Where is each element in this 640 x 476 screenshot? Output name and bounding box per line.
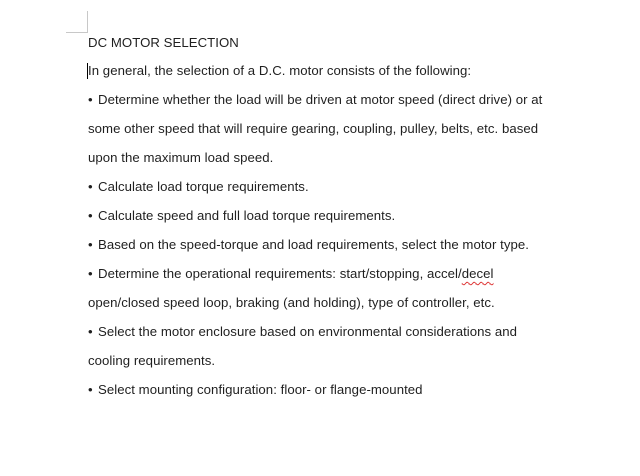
bullet-item-enclosure bbox=[88, 320, 608, 349]
paragraph-continuation-line bbox=[88, 146, 608, 175]
document-body[interactable] bbox=[88, 31, 608, 407]
misspelled-word[interactable]: decel bbox=[461, 266, 494, 281]
bullet-item-mounting bbox=[88, 378, 608, 407]
line-text: Determine the operational requirements: start/stopping, accel/ bbox=[98, 266, 462, 281]
page-margin-corner-mark bbox=[66, 11, 88, 33]
line-text: Select the motor enclosure based on environmental considerations and bbox=[98, 324, 518, 339]
bullet-glyph: • bbox=[88, 382, 93, 397]
bullet-item-drive-type bbox=[88, 88, 608, 117]
paragraph-continuation-line bbox=[88, 349, 608, 378]
bullet-glyph: • bbox=[88, 92, 93, 107]
bullet-glyph: • bbox=[88, 237, 93, 252]
line-text: Based on the speed-torque and load requirements, select the motor type. bbox=[98, 237, 529, 252]
line-text: Select mounting configuration: floor- or flange-mounted bbox=[98, 382, 423, 397]
line-text: upon the maximum load speed. bbox=[88, 150, 274, 165]
paragraph-continuation-line bbox=[88, 117, 608, 146]
line-text: Determine whether the load will be driven at motor speed (direct drive) or at bbox=[98, 92, 543, 107]
intro-paragraph bbox=[88, 59, 608, 88]
intro-text: In general, the selection of a D.C. motor consists of the following: bbox=[88, 63, 472, 78]
line-text: some other speed that will require gearing, coupling, pulley, belts, etc. based bbox=[88, 121, 539, 136]
line-text: Calculate speed and full load torque requirements. bbox=[98, 208, 396, 223]
document-title: DC MOTOR SELECTION bbox=[88, 35, 239, 50]
bullet-glyph: • bbox=[88, 324, 93, 339]
bullet-glyph: • bbox=[88, 266, 93, 281]
line-text: open/closed speed loop, braking (and holding), type of controller, etc. bbox=[88, 295, 495, 310]
bullet-item-load-torque bbox=[88, 175, 608, 204]
paragraph-continuation-line bbox=[88, 291, 608, 320]
text-cursor bbox=[87, 63, 88, 79]
bullet-item-motor-type bbox=[88, 233, 608, 262]
bullet-glyph: • bbox=[88, 179, 93, 194]
bullet-item-speed-torque bbox=[88, 204, 608, 233]
line-text: Calculate load torque requirements. bbox=[98, 179, 309, 194]
line-text: cooling requirements. bbox=[88, 353, 216, 368]
bullet-glyph: • bbox=[88, 208, 93, 223]
bullet-item-operational-requirements bbox=[88, 262, 608, 291]
